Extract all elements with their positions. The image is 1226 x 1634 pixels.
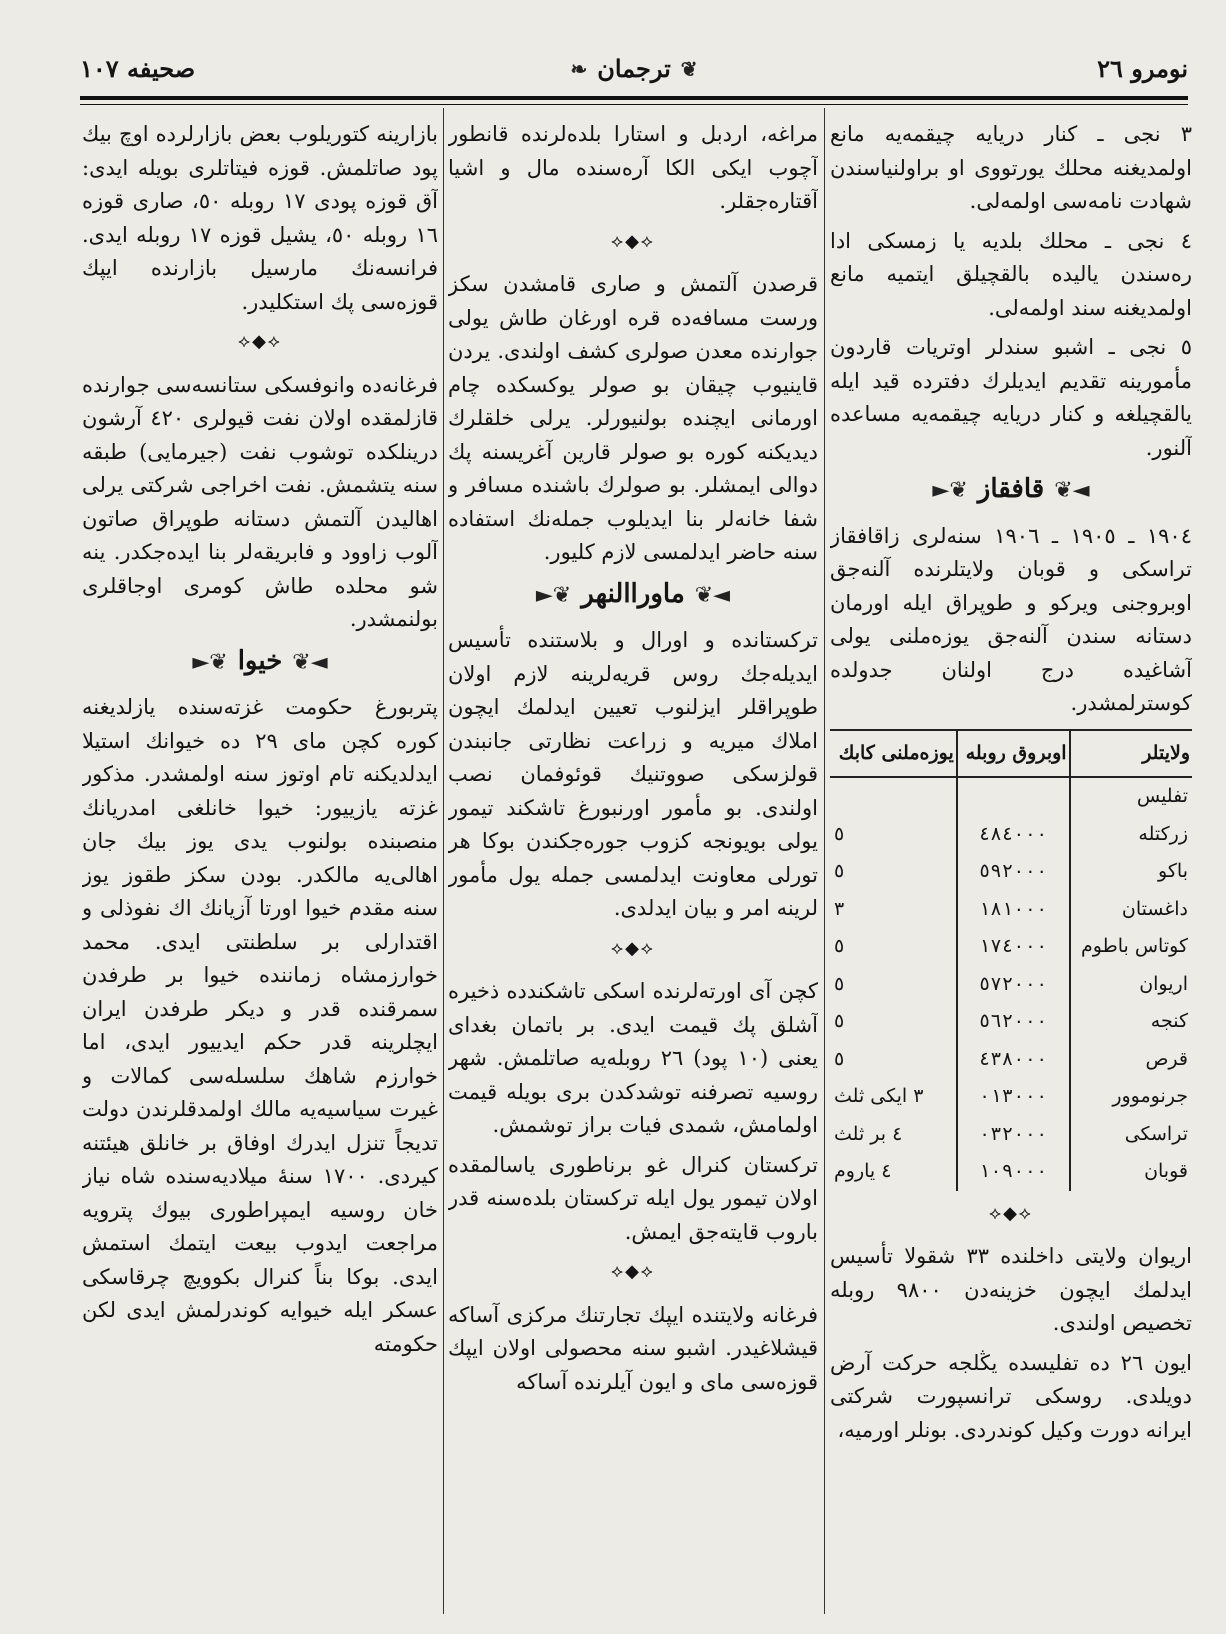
ornament-icon: ❦ <box>680 56 698 81</box>
table-cell: زركتله <box>1138 822 1188 845</box>
column-3 <box>82 118 438 1614</box>
paragraph: تركستانده و اورال و بلاستنده تأسیس ایدیله‌جك روس قریه‌لرینه لازم اولان طوپراقلر ایزلنوب تعیین ایدلمك ایچون املاك میریه و زراعت نظارتی جانبندن قولزسكی صووتنیك قوئوفمان نصب اولندی. بو مأمور اورنبورغ تاشكند تیمور یولی بویونجه كزوب جوره‌جكندن بوكا هر تورلی معاونت ایدلمسی جمله یول مأمور لرینه امر و بیان ایدلدی. <box>448 628 818 920</box>
table-header-cell: یوزه‌ملنی كابك <box>830 730 957 778</box>
paragraph: مراغه، اردبل و استارا بلده‌لرنده قانطور آچوب ایكی الكا آره‌سنده مال و اشیا آقتاره‌جقلر. <box>448 122 818 213</box>
table-row <box>830 1003 1192 1041</box>
table-cell: جرنوموور <box>1112 1085 1188 1107</box>
table-row <box>830 1041 1192 1079</box>
table-cell: تفلیس <box>1136 785 1188 807</box>
column-divider <box>443 108 444 1614</box>
table-cell: ٤٨٤٠٠٠ <box>957 816 1070 854</box>
table-cell: ٥ <box>830 928 957 966</box>
column-divider <box>824 108 825 1614</box>
table-cell <box>957 777 1070 816</box>
table-row <box>830 853 1192 891</box>
table-cell: ٥ <box>830 853 957 891</box>
section-heading-mavaraunnahr <box>448 578 818 613</box>
paragraph: بازارینه كتوریلوب بعض بازارلرده اوچ بیك پود صاتلمش. قوزه فیتاتلری بویله ایدی: آق قوزه پودی ١٧ روبله ٥٠، صاری قوزه ١٦ روبله ٥٠، یشیل قوزه ١٧ روبله ایدی. فرانسه‌نك مارسیل بازارنده ایپك قوزه‌سی پك استكلیدر. <box>82 122 438 314</box>
table-cell: ٥ <box>830 1041 957 1079</box>
paragraph: تركستان كنرال غو برناطوری یاسالمقده اولان تیمور یول ایله تركستان بلده‌سنه قدر باروب قایته‌جق ایمش. <box>448 1152 818 1244</box>
paragraph: اریوان ولایتی داخلنده ٣٣ شقولا تأسیس ایدلمك ایچون خزینه‌دن ٩٨٠٠ روبله تخصیص اولندی. <box>830 1244 1192 1335</box>
table-cell: ١٧٤٠٠٠ <box>957 928 1070 966</box>
table-cell: ١٠٩٠٠٠ <box>957 1153 1070 1191</box>
paragraph: پتربورغ حكومت غزته‌سنده یازلدیغنه كوره كچن مای ٢٩ ده خیوانك استیلا ایدلدیكنه تام اوتوز سنه اولمشدر. مذكور غزته یازییور: خیوا خانلغی امدریانك منصبنده بولنوب یدی یوز بیك جان اهالی‌یه مالكدر. بودن سكز طقوز یوز سنه مقدم خیوا اورتا آزیانك اك نفوذلی و اقتدارلی بر سلطنتی ایدی. محمد خوارزمشاه زماننده خیوا بر طرفدن سمرقنده قدر و دیكر طرفدن ایران ایچلرینه قدر حكم ایدییور ایدی، اما خوارزم شاهك سلسله‌سی كمالات و غیرت سیاسیه‌یه مالك اولمدقلرندن دولت تدیجاً تنزل ایدرك اوفاق بر خانلق هیئتنه كیردی. ١٧٠٠ سنهٔ میلادیه‌سنده شاه نیاز خان روسیه ایمپراطوری بیوك پترویه مراجعت ایدوب بیعت ایتمك استمش ایدی. بوكا بناً كنرال بكوویچ چرقاسكی عسكر ایله خیوایه كوندرلمش ایدی لكن حكومته <box>82 695 438 1356</box>
paragraph: فرغانه ولایتنده ایپك تجارتنك مركزی آساكه قیشلاغیدر. اشبو سنه محصولی اولان ایپك قوزه‌سی مای و ایون آیلرنده آساكه <box>448 1302 818 1394</box>
header-rule <box>80 96 1188 100</box>
table-cell: ٥٩٢٠٠٠ <box>957 853 1070 891</box>
table-cell: كنجه <box>1150 1010 1188 1032</box>
paragraph: ٥ نجی ـ اشبو سندلر اوتریات قاردون مأمورینه تقدیم ایدیلرك دفترده قید ایله یالقچیلغه و كنار دریایه چیقمه‌یه مساعده آلنور. <box>830 335 1192 460</box>
column-2 <box>448 118 818 1614</box>
paragraph: فرغانه‌ده وانوفسكی ستانسه‌سی جوارنده قازلمقده اولان نفت قیولری ٤٢٠ آرشون درینلكده توشوب نفت (جیرمایی) طبقه سنه یتشمش. نفت اخراجی شركتی یرلی اهالیدن آلتمش دستانه طوپراق صاتون آلوب زاوود و فابریقه‌لر بنا ایده‌جكدر. ینه شو محلده طاش كومری اوجاقلری بولنمشدر. <box>82 372 438 631</box>
ornament-icon: ◄❦ <box>1054 478 1090 503</box>
table-header-cell: ولایتلر <box>1070 730 1192 778</box>
table-cell: ٥ <box>830 1003 957 1041</box>
ornament-icon: ❧ <box>570 56 588 81</box>
table-cell: ١٨١٠٠٠ <box>957 891 1070 929</box>
table-cell: اریوان <box>1139 972 1188 995</box>
table-cell: قرص <box>1145 1047 1188 1070</box>
section-heading-qafqaz <box>830 473 1192 508</box>
ornament-icon: ◄❦ <box>694 582 731 608</box>
ornament-icon: ❦► <box>535 582 572 608</box>
separator-ornament: ⟡◆⟡ <box>611 230 655 252</box>
table-row <box>830 1153 1192 1191</box>
table-row <box>830 1078 1192 1116</box>
separator-ornament: ⟡◆⟡ <box>611 1261 655 1282</box>
separator-ornament: ⟡◆⟡ <box>611 937 655 959</box>
table-cell <box>830 777 957 816</box>
table-cell: ٤ یاروم <box>830 1153 957 1191</box>
section-title: خیوا <box>237 645 283 676</box>
section-title: قافقاز <box>977 474 1045 504</box>
newspaper-title: ترجمان <box>597 54 671 83</box>
issue-number: نومرو ٢٦ <box>1097 54 1188 83</box>
table-cell: كوتاس باطوم <box>1081 935 1188 957</box>
ornament-icon: ❦► <box>192 649 228 675</box>
page-header <box>80 48 1188 92</box>
table-row <box>830 1116 1192 1154</box>
table-cell: ٥٦٢٠٠٠ <box>957 1003 1070 1041</box>
tax-table <box>830 729 1192 1191</box>
table-row <box>830 966 1192 1004</box>
table-row <box>830 816 1192 854</box>
table-row <box>830 777 1192 816</box>
section-title: ماوراالنهر <box>581 578 685 609</box>
section-heading-khiva <box>82 645 438 680</box>
paragraph: كچن آی اورته‌لرنده اسكی تاشكندده ذخیره آشلق پك قیمت ایدی. بر باتمان بغدای یعنی (١٠ پود) ٢٦ روبله‌یه صاتلمش. شهر روسیه تصرفنه توشدكدن بری بویله قیمت اولمامش، شمدی فیات براز توشمش. <box>448 979 818 1137</box>
table-header-cell: اوبروق روبله <box>957 730 1070 778</box>
table-cell: ٥ <box>830 966 957 1004</box>
table-cell: داغستان <box>1121 897 1188 920</box>
ornament-icon: ◄❦ <box>292 649 328 675</box>
table-cell: باكو <box>1158 860 1188 882</box>
ornament-icon: ❦► <box>932 478 968 503</box>
table-row <box>830 928 1192 966</box>
masthead <box>570 54 697 83</box>
table-row <box>830 891 1192 929</box>
table-cell: ٠٣٢٠٠٠ <box>957 1116 1070 1154</box>
table-cell: ٤٣٨٠٠٠ <box>957 1041 1070 1079</box>
paragraph: ٣ نجی ـ كنار دریایه چیقمه‌یه مانع اولمدیغنه محلك یورتووی او براولنیاسندن شهادت نامه‌سی اولمه‌لی. <box>830 122 1192 213</box>
table-cell: ٥٧٢٠٠٠ <box>957 966 1070 1004</box>
table-cell: قوبان <box>1144 1160 1188 1182</box>
table-cell: ٤ بر ثلث <box>830 1116 957 1154</box>
paragraph: ایون ٢٦ ده تفلیسده یڭلجه حركت آرض دویلدی. روسكی ترانسپورت شركتی ایرانه دورت وكیل كوندردی. بونلر اورمیه، <box>830 1350 1192 1442</box>
paragraph: ١٩٠٤ ـ ١٩٠٥ ـ ١٩٠٦ سنه‌لری زاقافقاز تراسكی و قوبان ولایتلرنده آلنه‌جق اوبروجنی ویركو و طوپراق ایله اورمان دستانه سندن آلنه‌جق یوزه‌ملنی یولی آشاغیده درج اولنان جدولده كوسترلمشدر. <box>830 523 1192 715</box>
table-cell: تراسكی <box>1124 1122 1188 1145</box>
separator-ornament: ⟡◆⟡ <box>989 1202 1033 1224</box>
paragraph: قرصدن آلتمش و صاری قامشدن سكز ورست مسافه‌ده قره اورغان طاش یولی جوارنده معدن صولری كشف اولندی. یردن قاینیوب چیقان بو صولر یوكسكده چام اورمانی ایچنده بولنیورلر. یرلی خلقلرك دیدیكنه كوره بو صولر قارین آغریسنه پك دوالی ایمشلر. بو صولرك باشنده مسافر و شفا خانه‌لر بنا ایدیلوب جمله‌نك استفاده سنه حاضر ایدلمسی لازم كلیور. <box>448 272 818 564</box>
table-header-row <box>830 730 1192 778</box>
table-cell: ٠١٣٠٠٠ <box>957 1078 1070 1116</box>
column-1 <box>830 118 1192 1614</box>
table-cell: ٣ <box>830 891 957 929</box>
table-cell: ٥ <box>830 816 957 854</box>
header-rule-thin <box>80 104 1188 105</box>
table-cell: ٣ ایكی ثلث <box>830 1078 957 1116</box>
page-number: صحيفه ١٠٧ <box>80 54 196 83</box>
paragraph: ٤ نجی ـ محلك بلدیه یا زمسكی ادا ره‌سندن یالیده بالقچیلق ایتمیه مانع اولمدیغنه سند اولمه‌لی. <box>830 228 1192 320</box>
separator-ornament: ⟡◆⟡ <box>238 331 282 352</box>
